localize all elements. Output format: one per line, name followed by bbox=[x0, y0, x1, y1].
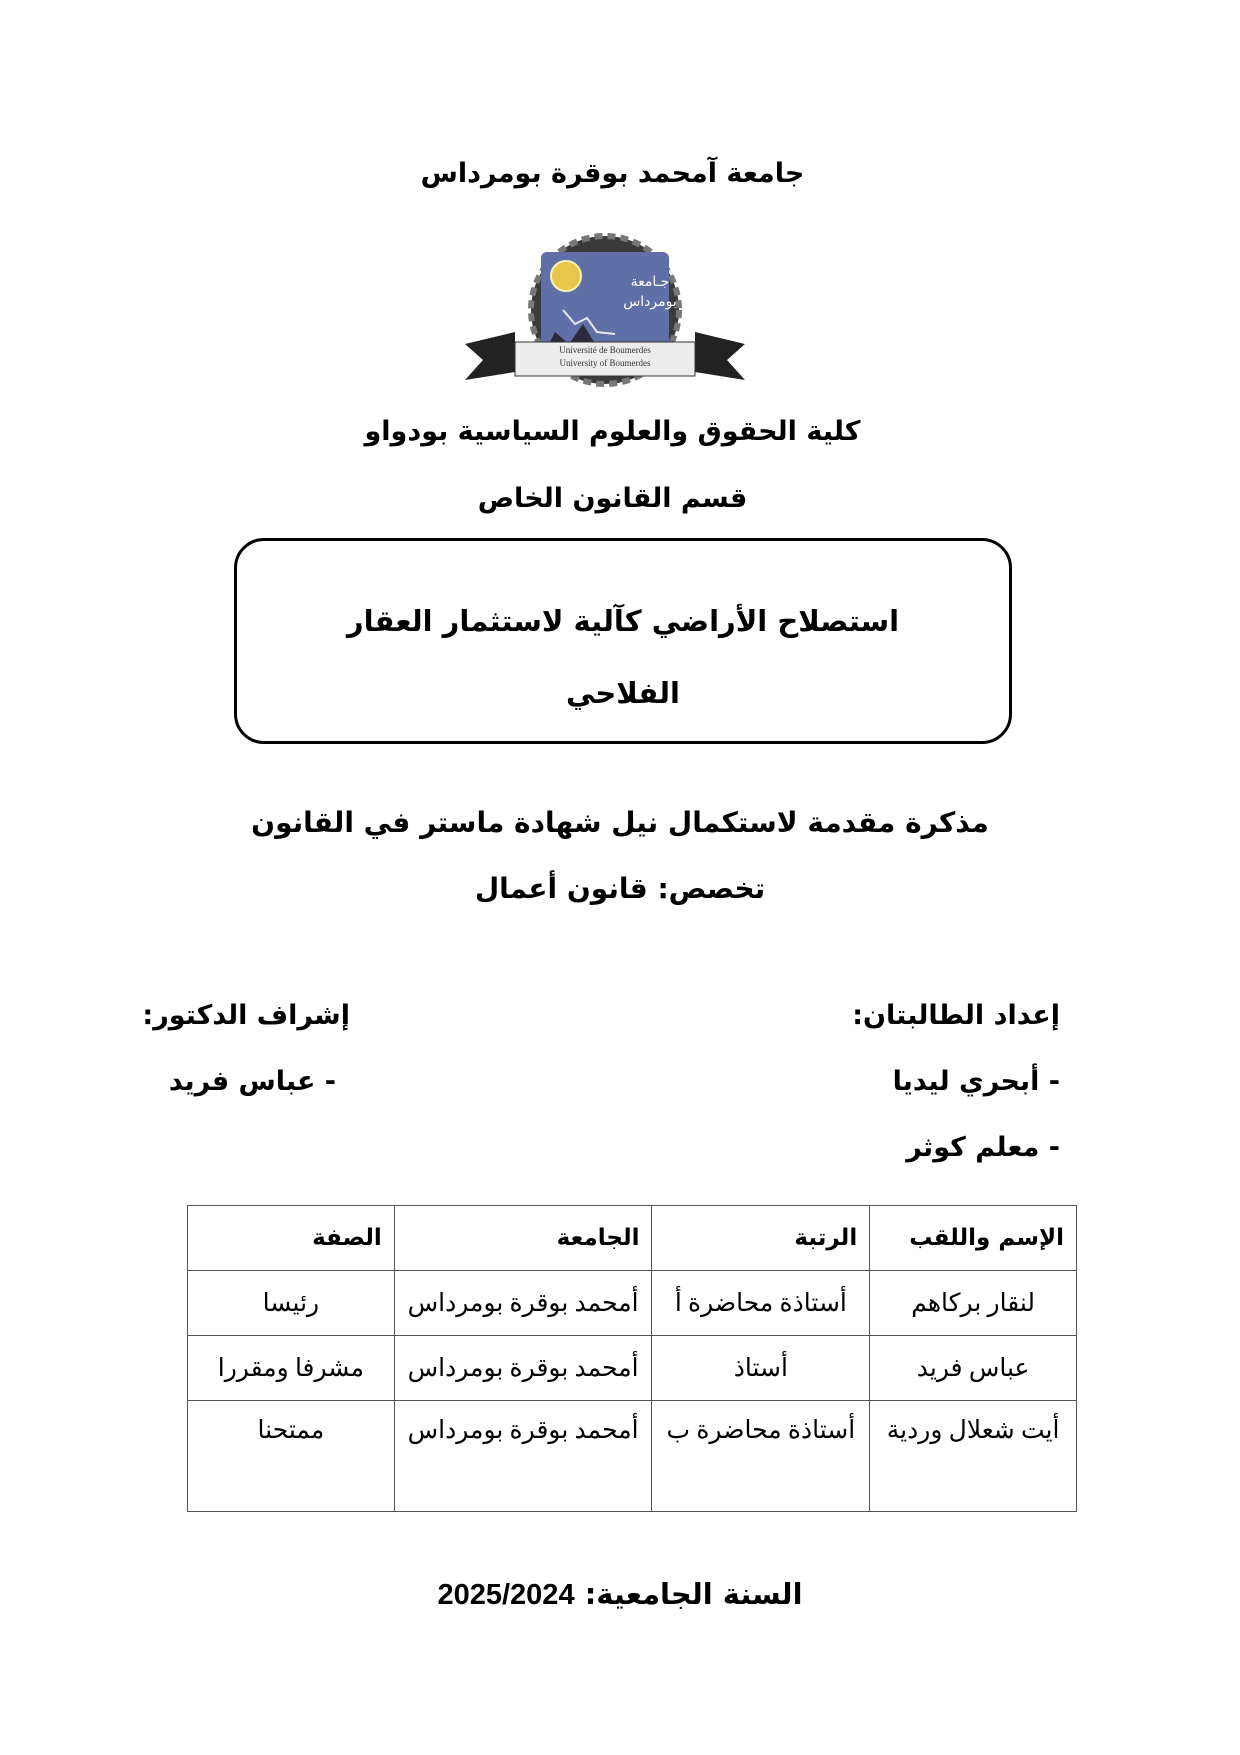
cell-university: أمحمد بوقرة بومرداس bbox=[394, 1271, 652, 1336]
header-name: الإسم واللقب bbox=[870, 1206, 1077, 1271]
header-role: الصفة bbox=[188, 1206, 395, 1271]
thesis-title-line1: استصلاح الأراضي كآلية لاستثمار العقار bbox=[346, 604, 900, 638]
cell-name: أيت شعلال وردية bbox=[870, 1401, 1077, 1512]
cell-rank: أستاذ bbox=[652, 1336, 870, 1401]
department-name: قسم القانون الخاص bbox=[477, 483, 748, 514]
logo-arabic-text: جـامعة بومرداس bbox=[623, 274, 677, 310]
academic-year bbox=[0, 1577, 1240, 1612]
logo-caption-fr: Université de Boumerdes bbox=[559, 345, 651, 355]
thesis-title-box bbox=[234, 538, 1012, 744]
header-rank: الرتبة bbox=[652, 1206, 870, 1271]
academic-year-value: 2025/2024 bbox=[437, 1579, 575, 1611]
table-row bbox=[188, 1271, 1077, 1336]
student-name: - معلم كوثر bbox=[906, 1132, 1060, 1163]
header-university: الجامعة bbox=[394, 1206, 652, 1271]
university-name: جامعة آمحمد بوقرة بومرداس bbox=[420, 158, 805, 189]
jury-table bbox=[187, 1205, 1077, 1512]
cell-role: رئيسا bbox=[188, 1271, 395, 1336]
table-row bbox=[188, 1336, 1077, 1401]
cell-name: لنقار بركاهم bbox=[870, 1271, 1077, 1336]
logo-caption-en: University of Boumerdes bbox=[559, 358, 651, 368]
table-header-row bbox=[188, 1206, 1077, 1271]
cell-name: عباس فريد bbox=[870, 1336, 1077, 1401]
faculty-name: كلية الحقوق والعلوم السياسية بودواو bbox=[364, 416, 861, 447]
supervision-label: إشراف الدكتور: bbox=[142, 1000, 350, 1031]
university-logo bbox=[465, 232, 745, 392]
students-label: إعداد الطالبتان: bbox=[852, 1000, 1060, 1031]
supervisor-name: - عباس فريد bbox=[168, 1066, 336, 1097]
cell-rank: أستاذة محاضرة ب bbox=[652, 1401, 870, 1512]
logo-emblem-icon bbox=[465, 232, 745, 392]
academic-year-label: السنة الجامعية: bbox=[584, 1577, 803, 1611]
specialization: تخصص: قانون أعمال bbox=[474, 872, 766, 905]
cell-rank: أستاذة محاضرة أ bbox=[652, 1271, 870, 1336]
cell-university: أمحمد بوقرة بومرداس bbox=[394, 1336, 652, 1401]
cell-role: مشرفا ومقررا bbox=[188, 1336, 395, 1401]
table-row bbox=[188, 1401, 1077, 1512]
cell-university: أمحمد بوقرة بومرداس bbox=[394, 1401, 652, 1512]
thesis-title-line2: الفلاحي bbox=[566, 676, 680, 710]
cell-role: ممتحنا bbox=[188, 1401, 395, 1512]
memo-statement: مذكرة مقدمة لاستكمال نيل شهادة ماستر في القانون bbox=[251, 806, 989, 839]
student-name: - أبحري ليديا bbox=[892, 1066, 1060, 1097]
